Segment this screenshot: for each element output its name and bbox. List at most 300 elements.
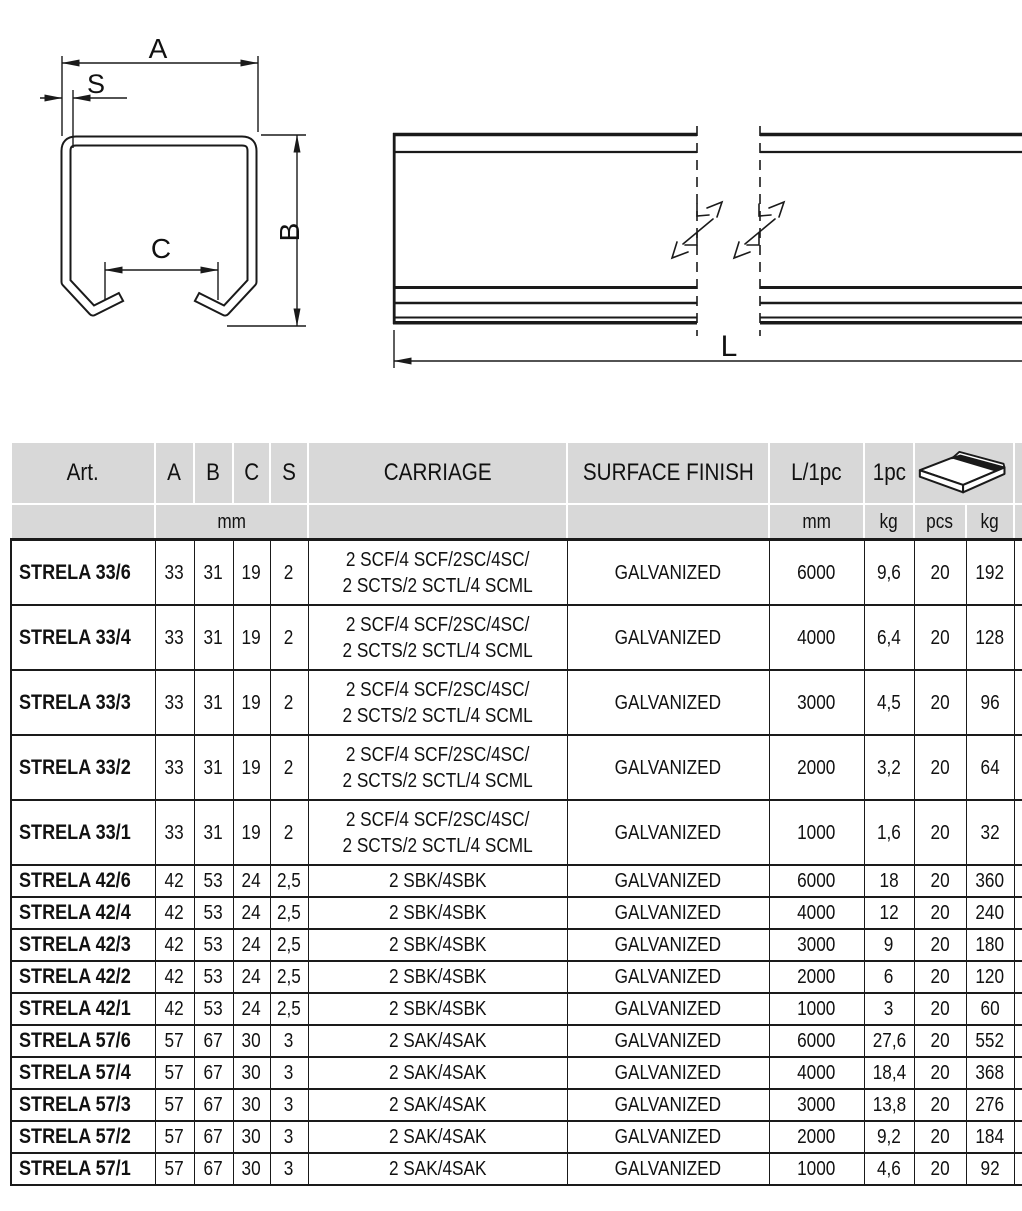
cell-surface-finish-text: GALVANIZED [614,966,722,988]
cell-pieces [914,865,966,897]
cell-art [11,1153,155,1185]
cell-c [233,735,270,800]
cell-length-text: 4000 [797,1062,836,1084]
cell-s-text: 2,5 [277,998,301,1020]
cell-package-weight-text: 552 [975,1030,1005,1052]
cell-package-weight [966,1089,1014,1121]
cell-surface-finish [567,670,769,735]
cell-pieces-text: 20 [930,821,950,844]
cell-s [270,1089,308,1121]
table-row [11,540,1022,606]
cell-length [769,929,864,961]
cell-a [155,1057,194,1089]
header-row [11,442,1022,504]
cell-art [11,1025,155,1057]
cell-surface-finish-text: GALVANIZED [614,691,722,714]
cell-weight-text: 12 [879,902,899,924]
cell-pieces [914,1089,966,1121]
cell-a [155,670,194,735]
cell-b-text: 53 [203,998,224,1020]
cell-surface-finish-text: GALVANIZED [614,902,722,924]
cell-c-text: 24 [241,870,262,892]
cell-carriage [308,1121,567,1153]
cell-weight-text: 13,8 [872,1094,906,1116]
cell-b-text: 53 [203,934,224,956]
cell-package-weight-text: 192 [975,561,1005,584]
table-row [11,1057,1022,1089]
cell-pieces-text: 20 [930,1158,950,1180]
cell-b [194,993,233,1025]
cell-pieces-text: 20 [930,691,950,714]
cell-s [270,1153,308,1185]
cell-length-text: 4000 [797,902,836,924]
cell-c [233,929,270,961]
cell-art [11,735,155,800]
cell-a [155,865,194,897]
units-row [11,504,1022,540]
cell-weight [864,961,914,993]
package-box-icon [916,450,1012,496]
cell-b [194,605,233,670]
cell-a [155,1089,194,1121]
cell-c-text: 30 [241,1062,262,1084]
cell-length-text: 6000 [797,870,836,892]
table-row [11,735,1022,800]
cell-pieces-text: 20 [930,561,950,584]
cell-b-text: 31 [203,691,224,714]
cell-package-weight [966,865,1014,897]
cell-a [155,605,194,670]
cell-cutoff [1014,670,1022,735]
cell-length [769,865,864,897]
cell-art [11,929,155,961]
cell-weight-text: 6 [884,966,894,988]
cell-length-text: 1000 [797,821,836,844]
cell-b-text: 53 [203,966,224,988]
cell-carriage [308,540,567,606]
cell-art-text: STRELA 33/4 [19,625,131,649]
cell-carriage-text: 2 SCF/4 SCF/2SC/4SC/ 2 SCTS/2 SCTL/4 SCML [342,613,533,662]
units-carriage-empty [308,504,567,540]
cell-a [155,993,194,1025]
cell-weight-text: 18,4 [872,1062,906,1084]
cell-b [194,735,233,800]
cell-pieces-text: 20 [930,934,950,956]
cell-c-text: 24 [241,998,262,1020]
col-header-b: B [194,442,233,504]
cell-c [233,670,270,735]
cell-carriage [308,897,567,929]
cell-cutoff [1014,865,1022,897]
cell-c [233,1025,270,1057]
table-body [11,540,1022,1186]
table-row [11,1153,1022,1185]
cell-a [155,1025,194,1057]
cell-surface-finish [567,1121,769,1153]
units-length: mm [769,504,864,540]
cell-pieces [914,540,966,606]
cell-length-text: 6000 [797,561,836,584]
cell-length [769,993,864,1025]
cell-c-text: 24 [241,966,262,988]
cell-carriage-text: 2 SCF/4 SCF/2SC/4SC/ 2 SCTS/2 SCTL/4 SCML [342,743,533,792]
cell-carriage-text: 2 SAK/4SAK [388,1094,487,1116]
cell-carriage-text: 2 SAK/4SAK [388,1158,487,1180]
cell-weight [864,735,914,800]
cell-weight-text: 3,2 [877,756,901,779]
cell-art-text: STRELA 33/6 [19,560,131,584]
cell-a-text: 42 [164,870,185,892]
cell-a-text: 42 [164,934,185,956]
cell-s-text: 2 [284,561,294,584]
dim-label-B: B [274,222,305,242]
cell-b [194,897,233,929]
cell-weight-text: 6,4 [877,626,901,649]
cell-carriage-text: 2 SBK/4SBK [388,870,487,892]
cell-length-text: 3000 [797,691,836,714]
cell-b [194,800,233,865]
cell-surface-finish [567,605,769,670]
table-header [11,442,1022,540]
table-row [11,670,1022,735]
cell-weight-text: 9,6 [877,561,901,584]
cell-b [194,961,233,993]
profile-sheet-outline [66,141,252,311]
cell-package-weight-text: 92 [980,1158,1000,1180]
cell-art [11,1121,155,1153]
cell-c-text: 24 [241,902,262,924]
cell-length-text: 1000 [797,998,836,1020]
cell-carriage-text: 2 SCF/4 SCF/2SC/4SC/ 2 SCTS/2 SCTL/4 SCML [342,548,533,597]
cell-pieces [914,929,966,961]
cell-package-weight [966,929,1014,961]
cell-carriage-text: 2 SAK/4SAK [388,1126,487,1148]
cell-b [194,670,233,735]
cell-cutoff [1014,540,1022,606]
col-header-art: Art. [11,442,155,504]
cell-package-weight-text: 184 [975,1126,1005,1148]
cell-length [769,670,864,735]
cell-art-text: STRELA 33/3 [19,690,131,714]
cell-pieces-text: 20 [930,870,950,892]
cell-pieces-text: 20 [930,902,950,924]
cell-s [270,605,308,670]
cell-carriage-text: 2 SBK/4SBK [388,902,487,924]
break-dashed-lines [697,126,760,336]
cell-c [233,961,270,993]
cell-a-text: 57 [164,1030,185,1052]
cell-cutoff [1014,605,1022,670]
profile-and-rail-drawing [0,0,1022,438]
cell-b [194,1153,233,1185]
cell-carriage [308,1057,567,1089]
cell-package-weight [966,800,1014,865]
cell-length [769,800,864,865]
cell-c [233,800,270,865]
cell-b-text: 53 [203,902,224,924]
cell-s [270,865,308,897]
cell-length-text: 3000 [797,1094,836,1116]
cell-carriage [308,800,567,865]
cell-carriage [308,961,567,993]
cell-weight-text: 18 [879,870,899,892]
cell-s-text: 2,5 [277,902,301,924]
cell-s-text: 2 [284,691,294,714]
cell-carriage [308,1153,567,1185]
cell-surface-finish [567,1089,769,1121]
cell-carriage-text: 2 SAK/4SAK [388,1062,487,1084]
cell-weight [864,800,914,865]
spec-table [10,441,1022,1186]
dim-label-A: A [148,33,168,64]
cell-a-text: 57 [164,1062,185,1084]
cell-surface-finish [567,1025,769,1057]
cell-c [233,605,270,670]
cell-surface-finish-text: GALVANIZED [614,998,722,1020]
col-header-length-per-piece: L/1pc [769,442,864,504]
cell-weight [864,1025,914,1057]
cell-weight-text: 4,6 [877,1158,901,1180]
cell-length [769,961,864,993]
cell-cutoff [1014,1025,1022,1057]
cell-s-text: 3 [284,1062,294,1084]
table-row [11,1025,1022,1057]
cell-a [155,800,194,865]
cell-c-text: 19 [241,756,262,779]
cell-weight [864,670,914,735]
cell-carriage-text: 2 SBK/4SBK [388,966,487,988]
cell-pieces [914,800,966,865]
cell-s [270,735,308,800]
cell-a [155,1121,194,1153]
cell-c [233,1121,270,1153]
cell-cutoff [1014,961,1022,993]
cell-pieces-text: 20 [930,1030,950,1052]
break-zigzag-arrows [672,202,784,258]
cell-cutoff [1014,735,1022,800]
cell-a-text: 33 [164,561,185,584]
cell-pieces [914,735,966,800]
table-row [11,993,1022,1025]
col-header-s: S [270,442,308,504]
cell-art-text: STRELA 42/2 [19,965,131,989]
cell-length [769,1121,864,1153]
cell-surface-finish [567,735,769,800]
cell-length [769,1025,864,1057]
rail-side-view [393,126,1022,368]
cell-s [270,897,308,929]
cell-s-text: 2 [284,626,294,649]
units-surface-empty [567,504,769,540]
cell-package-weight-text: 64 [980,756,1000,779]
table-row [11,961,1022,993]
cell-package-weight [966,897,1014,929]
cell-weight [864,1057,914,1089]
cell-art-text: STRELA 42/6 [19,869,131,893]
table-row [11,897,1022,929]
cell-length [769,735,864,800]
cell-length-text: 2000 [797,756,836,779]
cell-s-text: 3 [284,1158,294,1180]
col-header-package [914,442,1014,504]
cell-s-text: 2,5 [277,870,301,892]
cell-b [194,1057,233,1089]
units-weight: kg [864,504,914,540]
cell-art-text: STRELA 57/4 [19,1061,131,1085]
cell-package-weight-text: 180 [975,934,1005,956]
cell-art-text: STRELA 42/3 [19,933,131,957]
table-row [11,800,1022,865]
cell-art-text: STRELA 33/2 [19,755,131,779]
cell-pieces-text: 20 [930,626,950,649]
cell-surface-finish [567,1153,769,1185]
cell-s-text: 3 [284,1094,294,1116]
cell-a-text: 33 [164,626,185,649]
cell-art-text: STRELA 33/1 [19,820,131,844]
cell-surface-finish [567,961,769,993]
cell-weight-text: 9,2 [877,1126,901,1148]
cell-length-text: 2000 [797,966,836,988]
table-row [11,1089,1022,1121]
cell-surface-finish [567,540,769,606]
cell-surface-finish-text: GALVANIZED [614,626,722,649]
cell-surface-finish-text: GALVANIZED [614,1126,722,1148]
table-row [11,865,1022,897]
cell-b-text: 53 [203,870,224,892]
cell-package-weight [966,1153,1014,1185]
cell-pieces [914,1025,966,1057]
cell-package-weight-text: 368 [975,1062,1005,1084]
cell-s-text: 2,5 [277,934,301,956]
cell-a [155,540,194,606]
cell-carriage [308,1025,567,1057]
cell-cutoff [1014,1153,1022,1185]
cell-c [233,865,270,897]
cell-package-weight-text: 60 [980,998,1000,1020]
cell-b-text: 67 [203,1158,224,1180]
cell-cutoff [1014,929,1022,961]
cell-art [11,800,155,865]
cell-art-text: STRELA 57/1 [19,1157,131,1181]
cell-surface-finish-text: GALVANIZED [614,934,722,956]
cell-a-text: 33 [164,821,185,844]
cell-art-text: STRELA 42/4 [19,901,131,925]
cell-pieces [914,897,966,929]
cell-surface-finish-text: GALVANIZED [614,1030,722,1052]
cell-c [233,1089,270,1121]
cell-surface-finish [567,929,769,961]
cell-art [11,865,155,897]
cell-c-text: 19 [241,691,262,714]
cell-weight-text: 1,6 [877,821,901,844]
cell-package-weight-text: 128 [975,626,1005,649]
cell-art [11,540,155,606]
cell-s [270,670,308,735]
cell-pieces [914,1057,966,1089]
cell-art-text: STRELA 42/1 [19,997,131,1021]
cell-package-weight [966,1025,1014,1057]
cell-a [155,735,194,800]
cell-art-text: STRELA 57/6 [19,1029,131,1053]
cell-length-text: 6000 [797,1030,836,1052]
cell-s [270,993,308,1025]
cell-s [270,1057,308,1089]
cell-pieces [914,670,966,735]
units-cutoff [1014,504,1022,540]
cell-package-weight [966,961,1014,993]
cell-carriage [308,605,567,670]
cell-carriage [308,865,567,897]
cell-surface-finish-text: GALVANIZED [614,1094,722,1116]
cell-pieces-text: 20 [930,1094,950,1116]
col-header-carriage: CARRIAGE [308,442,567,504]
units-pieces: pcs [914,504,966,540]
cell-pieces [914,961,966,993]
cell-carriage [308,929,567,961]
cell-b [194,540,233,606]
cell-surface-finish-text: GALVANIZED [614,756,722,779]
cell-pieces-text: 20 [930,998,950,1020]
cell-s [270,1121,308,1153]
cell-art [11,670,155,735]
table-row [11,929,1022,961]
cell-package-weight-text: 360 [975,870,1005,892]
cell-b [194,1025,233,1057]
cell-package-weight [966,735,1014,800]
cell-s-text: 3 [284,1030,294,1052]
cell-c-text: 30 [241,1094,262,1116]
table-row [11,605,1022,670]
cell-art [11,1089,155,1121]
col-header-one-piece: 1pc [864,442,914,504]
cell-c-text: 19 [241,561,262,584]
cell-c [233,540,270,606]
col-header-surface-finish: SURFACE FINISH [567,442,769,504]
cell-pieces [914,993,966,1025]
cell-carriage [308,993,567,1025]
cell-b-text: 31 [203,756,224,779]
cell-c-text: 19 [241,821,262,844]
cell-c-text: 30 [241,1158,262,1180]
cell-a-text: 42 [164,902,185,924]
cell-b-text: 31 [203,626,224,649]
cell-weight [864,865,914,897]
cell-length-text: 2000 [797,1126,836,1148]
cell-cutoff [1014,1057,1022,1089]
cell-b [194,865,233,897]
cell-pieces [914,1121,966,1153]
cell-c [233,897,270,929]
cell-weight [864,897,914,929]
cell-cutoff [1014,897,1022,929]
cell-surface-finish [567,865,769,897]
cell-package-weight-text: 120 [975,966,1005,988]
cell-length [769,1089,864,1121]
cell-carriage [308,735,567,800]
cell-package-weight [966,605,1014,670]
dim-label-L: L [720,330,738,363]
cell-surface-finish-text: GALVANIZED [614,870,722,892]
cell-a [155,1153,194,1185]
cell-surface-finish-text: GALVANIZED [614,1158,722,1180]
cell-a-text: 42 [164,966,185,988]
dim-label-S: S [86,69,106,99]
cell-c-text: 30 [241,1030,262,1052]
cell-s-text: 2 [284,821,294,844]
dimension-L [394,330,1022,368]
cell-s-text: 2,5 [277,966,301,988]
cell-weight [864,1121,914,1153]
